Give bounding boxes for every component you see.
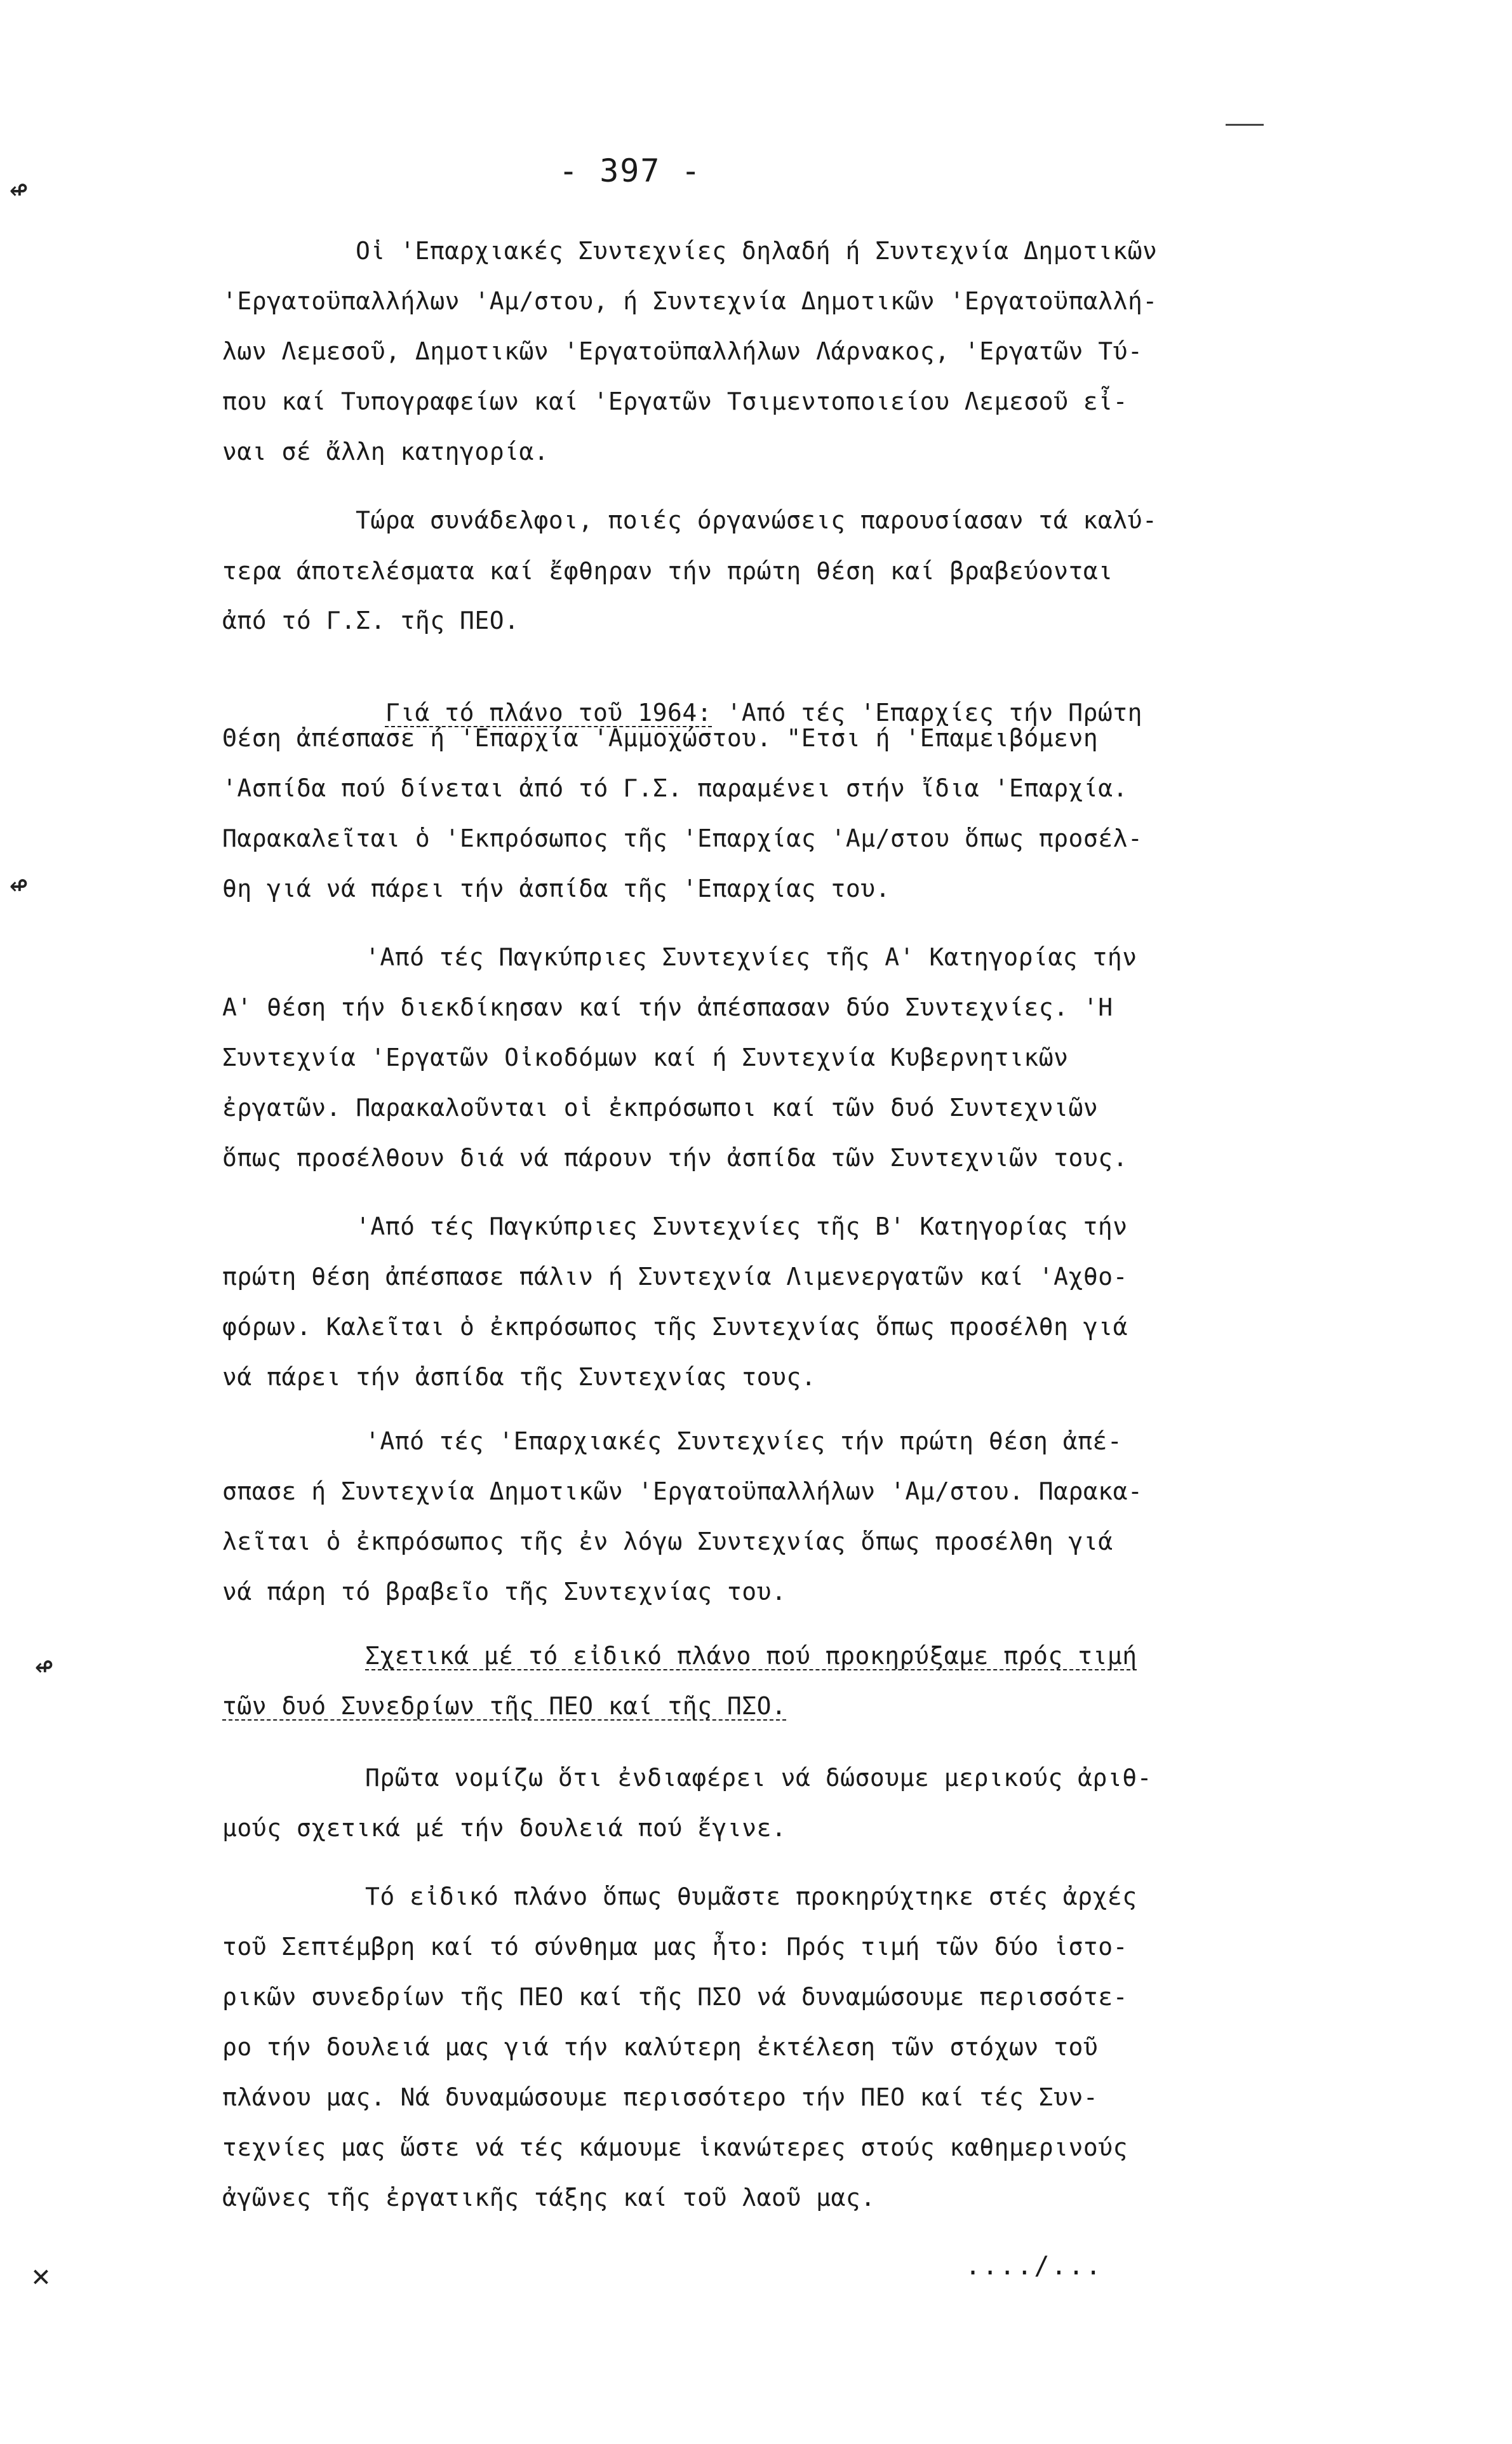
text-line: ἀγῶνες τῆς ἐργατικῆς τάξης καί τοῦ λαοῦ μας. [222,2184,876,2212]
text-line: ρο τήν δουλειά μας γιά τήν καλύτερη ἐκτέλεση τῶν στόχων τοῦ [222,2033,1099,2061]
text-line: 'Ασπίδα πού δίνεται ἀπό τό Γ.Σ. παραμένει στήν ἴδια 'Επαρχία. [222,774,1128,802]
text-line: Οἱ 'Επαρχιακές Συντεχνίες δηλαδή ή Συντεχνία Δημοτικῶν [356,237,1158,265]
section-heading: Σχετικά μέ τό εἰδικό πλάνο πού προκηρύξαμε πρός τιμή [365,1642,1137,1670]
text-line: ἀπό τό Γ.Σ. τῆς ΠΕΟ. [222,607,519,634]
text-line: Συντεχνία 'Εργατῶν Οἰκοδόμων καί ή Συντεχνία Κυβερνητικῶν [222,1044,1069,1071]
margin-arrow-mark: ↫ [10,171,28,207]
text-line: που καί Τυπογραφείων καί 'Εργατῶν Τσιμεντοποιείου Λεμεσοῦ εἶ- [222,387,1128,415]
corner-dash-mark [1226,124,1264,126]
text-span: 'Από τές 'Επαρχίες τήν Πρώτη [712,699,1143,727]
text-line: ἐργατῶν. Παρακαλοῦνται οἱ ἐκπρόσωποι καί τῶν δυό Συντεχνιῶν [222,1094,1099,1122]
continuation-marker: ..../... [965,2252,1103,2281]
text-line: πρώτη θέση ἀπέσπασε πάλιν ή Συντεχνία Λιμενεργατῶν καί 'Αχθο- [222,1263,1128,1291]
text-line: τεχνίες μας ὥστε νά τές κάμουμε ἱκανώτερες στούς καθημερινούς [222,2133,1128,2161]
text-line: 'Από τές Παγκύπριες Συντεχνίες τῆς Α' Κατηγορίας τήν [365,943,1137,971]
text-line: 'Από τές Παγκύπριες Συντεχνίες τῆς Β' Κατηγορίας τήν [356,1212,1128,1240]
text-line: μούς σχετικά μέ τήν δουλειά πού ἔγινε. [222,1814,787,1842]
text-line: Παρακαλεῖται ὁ 'Εκπρόσωπος τῆς 'Επαρχίας 'Αμ/στου ὅπως προσέλ- [222,824,1143,852]
text-line: σπασε ή Συντεχνία Δημοτικῶν 'Εργατοϋπαλλήλων 'Αμ/στου. Παρακα- [222,1477,1143,1505]
text-line: Τώρα συνάδελφοι, ποιές όργανώσεις παρουσίασαν τά καλύ- [356,506,1158,534]
text-line [356,676,1142,725]
text-line: Πρῶτα νομίζω ὅτι ἐνδιαφέρει νά δώσουμε μερικούς ἀριθ- [365,1764,1153,1792]
text-line: φόρων. Καλεῖται ὁ ἐκπρόσωπος τῆς Συντεχνίας ὅπως προσέλθη γιά [222,1313,1128,1341]
text-line: πλάνου μας. Νά δυναμώσουμε περισσότερο τήν ΠΕΟ καί τές Συν- [222,2083,1099,2111]
text-line: Θέση ἀπέσπασε ή 'Επαρχία 'Αμμοχώστου. "Ετσι ή 'Επαμειβόμενη [222,724,1099,752]
section-heading: τῶν δυό Συνεδρίων τῆς ΠΕΟ καί τῆς ΠΣΟ. [222,1692,787,1720]
text-line: ὅπως προσέλθουν διά νά πάρουν τήν ἀσπίδα τῶν Συντεχνιῶν τους. [222,1144,1128,1172]
page-number: - 397 - [559,152,702,189]
text-line: λεῖται ὁ ἐκπρόσωπος τῆς ἐν λόγω Συντεχνίας ὅπως προσέλθη γιά [222,1527,1113,1555]
text-line: 'Εργατοϋπαλλήλων 'Αμ/στου, ή Συντεχνία Δημοτικῶν 'Εργατοϋπαλλή- [222,287,1158,315]
margin-arrow-mark: ↫ [35,1648,53,1684]
text-line: ναι σέ ἄλλη κατηγορία. [222,438,549,466]
plan-heading: Γιά τό πλάνο τοῦ 1964: [385,699,713,727]
text-line: τοῦ Σεπτέμβρη καί τό σύνθημα μας ἦτο: Πρός τιμή τῶν δύο ἱστο- [222,1933,1128,1961]
text-line: Α' θέση τήν διεκδίκησαν καί τήν ἀπέσπασαν δύο Συντεχνίες. 'Η [222,993,1113,1021]
text-line: νά πάρη τό βραβεῖο τῆς Συντεχνίας του. [222,1578,787,1606]
margin-cross-mark: ✕ [32,2258,50,2293]
margin-arrow-mark: ↫ [10,867,28,903]
text-line: 'Από τές 'Επαρχιακές Συντεχνίες τήν πρώτη θέση ἀπέ- [365,1427,1123,1455]
text-line: Τό εἰδικό πλάνο ὅπως θυμᾶστε προκηρύχτηκε στές ἀρχές [365,1883,1137,1910]
text-line: τερα άποτελέσματα καί ἔφθηραν τήν πρώτη θέση καί βραβεύονται [222,557,1113,585]
text-line: ρικῶν συνεδρίων τῆς ΠΕΟ καί τῆς ΠΣΟ νά δυναμώσουμε περισσότε- [222,1983,1128,2011]
text-line: θη γιά νά πάρει τήν ἀσπίδα τῆς 'Επαρχίας του. [222,875,891,903]
text-line: λων Λεμεσοῦ, Δημοτικῶν 'Εργατοϋπαλλήλων Λάρνακος, 'Εργατῶν Τύ- [222,337,1143,365]
text-line: νά πάρει τήν ἀσπίδα τῆς Συντεχνίας τους. [222,1363,817,1391]
